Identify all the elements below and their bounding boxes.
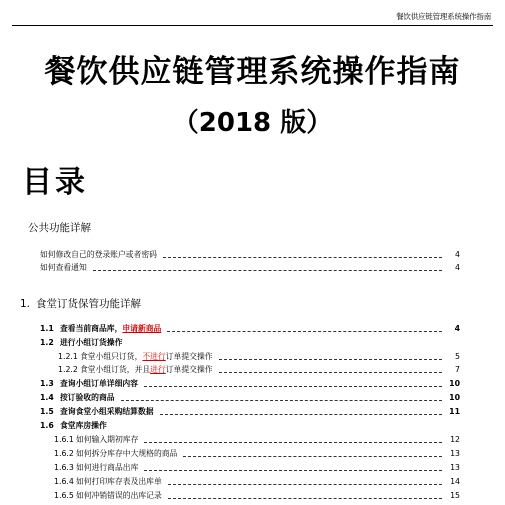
toc-entry-title-part: 食堂小组订货，并且: [80, 365, 151, 374]
toc-entry-title: 按订验收的商品: [60, 393, 115, 402]
toc-leader: [144, 441, 442, 443]
toc-entry[interactable]: [58, 364, 460, 375]
toc-entry[interactable]: [40, 249, 460, 260]
toc-section-heading[interactable]: [20, 296, 141, 311]
toc-entry-number: 1.4: [40, 393, 54, 402]
toc-section-heading[interactable]: [28, 220, 91, 235]
toc-leader: [93, 269, 442, 271]
toc-entry-title: 如何冲销错误的出库记录: [76, 491, 162, 500]
toc-page-number: 4: [455, 263, 460, 272]
toc-entry[interactable]: [54, 490, 460, 501]
toc-page-number: 15: [450, 491, 460, 500]
toc-section-label: 公共功能详解: [28, 222, 91, 234]
toc-entry-title: 查询食堂小组采购结算数据: [60, 407, 154, 416]
toc-leader: [163, 256, 442, 258]
toc-entry[interactable]: [54, 448, 460, 459]
toc-section-number: 1.: [20, 298, 31, 310]
document-edition: （2018 版）: [172, 108, 333, 138]
toc-entry-title: 如何打印库存表及出库单: [76, 477, 162, 486]
toc-entry-title-part: 订单提交操作: [165, 352, 213, 361]
toc-entry-number: 1.6: [40, 421, 54, 430]
toc-entry-number: 1.6.2: [54, 449, 74, 458]
toc-page-number: 12: [450, 435, 460, 444]
toc-entry-title-part: 食堂小组只订货，: [80, 352, 143, 361]
toc-entry-title-part: 查看当前商品库，: [60, 324, 123, 333]
toc-entry-title: 如何输入期初库存: [76, 435, 139, 444]
toc-page-number: 14: [450, 477, 460, 486]
toc-leader: [219, 371, 442, 373]
toc-entry-number: 1.6.3: [54, 463, 74, 472]
toc-leader: [144, 385, 442, 387]
toc-entry-title-highlight[interactable]: 申请新商品: [122, 324, 162, 333]
toc-entry[interactable]: [40, 406, 460, 417]
toc-entry[interactable]: [40, 323, 460, 334]
toc-leader: [183, 455, 442, 457]
toc-page-number: 10: [449, 379, 460, 388]
toc-entry[interactable]: [40, 378, 460, 389]
toc-entry[interactable]: [40, 262, 460, 273]
toc-entry[interactable]: [40, 420, 107, 431]
toc-entry-title: 如何拆分库存中大规格的商品: [76, 449, 178, 458]
toc-leader: [167, 330, 442, 332]
toc-entry-number: 1.6.4: [54, 477, 74, 486]
toc-entry[interactable]: [40, 392, 460, 403]
toc-entry-title-part: 订单提交操作: [165, 365, 213, 374]
toc-entry-title: 查询小组订单详细内容: [60, 379, 138, 388]
toc-entry[interactable]: [58, 351, 460, 362]
toc-entry-number: 1.6.5: [54, 491, 74, 500]
toc-entry-title-highlight[interactable]: 进行: [150, 365, 166, 374]
toc-page-number: 4: [455, 250, 460, 259]
toc-entry[interactable]: [54, 434, 460, 445]
toc-entry-title-highlight[interactable]: 不进行: [142, 352, 166, 361]
toc-page-number: 13: [450, 449, 460, 458]
toc-page-number: 13: [450, 463, 460, 472]
toc-leader: [168, 483, 442, 485]
toc-entry-number: 1.1: [40, 324, 54, 333]
toc-leader: [121, 399, 442, 401]
toc-entry-number: 1.6.1: [54, 435, 74, 444]
toc-entry[interactable]: [54, 476, 460, 487]
toc-leader: [219, 358, 442, 360]
toc-entry-title: 如何查看通知: [40, 263, 87, 272]
toc-entry-title: 如何修改自己的登录账户或者密码: [40, 250, 157, 259]
toc-entry-number: 1.2: [40, 338, 54, 347]
toc-entry-number: 1.2.1: [58, 352, 78, 361]
toc-entry-title: 进行小组订货操作: [60, 338, 123, 347]
toc-leader: [144, 469, 442, 471]
toc-entry-title: 食堂库房操作: [60, 421, 107, 430]
toc-page-number: 11: [449, 407, 460, 416]
running-header: 餐饮供应链管理系统操作指南: [396, 12, 491, 21]
toc-leader: [160, 413, 442, 415]
toc-entry-number: 1.5: [40, 407, 54, 416]
toc-entry-title: [60, 323, 161, 334]
toc-page-number: 7: [455, 365, 460, 374]
toc-leader: [168, 497, 442, 499]
toc-entry-title: 如何进行商品出库: [76, 463, 139, 472]
toc-page-number: 10: [449, 393, 460, 402]
toc-entry-number: 1.3: [40, 379, 54, 388]
header-rule: [12, 25, 493, 26]
toc-page-number: 5: [455, 352, 460, 361]
toc-entry-title: [80, 364, 213, 375]
document-title: 餐饮供应链管理系统操作指南: [44, 54, 461, 90]
toc-entry-title: [80, 351, 213, 362]
toc-entry[interactable]: [40, 337, 122, 348]
toc-section-label: 食堂订货保管功能详解: [36, 298, 142, 310]
toc-entry-number: 1.2.2: [58, 365, 78, 374]
toc-entry[interactable]: [54, 462, 460, 473]
toc-heading: 目录: [22, 165, 88, 200]
toc-page-number: 4: [454, 324, 460, 333]
